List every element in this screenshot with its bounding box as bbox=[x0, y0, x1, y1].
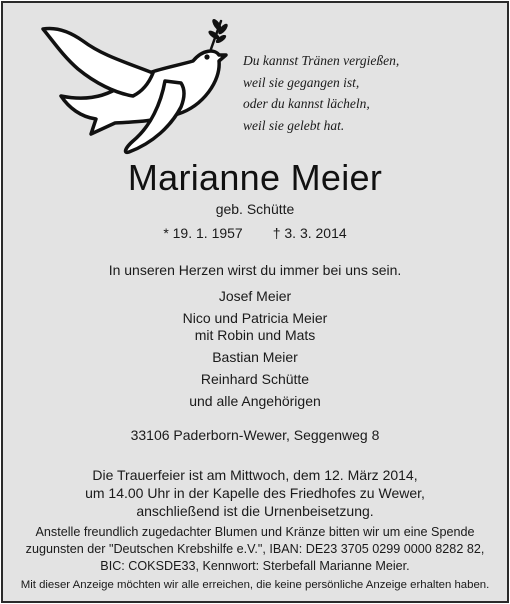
life-dates bbox=[3, 224, 507, 242]
footer-note: Mit dieser Anzeige möchten wir alle erreichen, die keine persönliche Anzeige erhalten haben. bbox=[20, 579, 490, 591]
dove-with-olive-branch-icon bbox=[33, 11, 243, 161]
mourner-line: Josef Meier bbox=[218, 288, 292, 304]
death-date: † 3. 3. 2014 bbox=[272, 225, 347, 241]
donation-line: BIC: COKSDE33, Kennwort: Sterbefall Marianne Meier. bbox=[100, 559, 410, 573]
mourner-line: Reinhard Schütte bbox=[200, 371, 310, 387]
deceased-name: Marianne Meier bbox=[127, 157, 383, 198]
mourner-line: Nico und Patricia Meier bbox=[182, 310, 328, 326]
mourner-line: Bastian Meier bbox=[212, 349, 298, 365]
poem-line: weil sie gelebt hat. bbox=[243, 117, 345, 133]
poem bbox=[243, 50, 399, 136]
birth-date: * 19. 1. 1957 bbox=[163, 225, 243, 241]
birth-name: geb. Schütte bbox=[215, 201, 295, 217]
mourner-line: mit Robin und Mats bbox=[194, 327, 316, 343]
poem-line: Du kannst Tränen vergießen, bbox=[243, 53, 400, 68]
funeral-line: Die Trauerfeier ist am Mittwoch, dem 12. März 2014, bbox=[92, 467, 418, 483]
poem-line: oder du kannst lächeln, bbox=[243, 96, 370, 111]
donation-line: Anstelle freundlich zugedachter Blumen und Kränze bitten wir um eine Spende bbox=[35, 525, 475, 539]
funeral-line: anschließend ist die Urnenbeisetzung. bbox=[136, 503, 374, 519]
obituary-notice bbox=[1, 1, 509, 603]
funeral-line: um 14.00 Uhr in der Kapelle des Friedhofes zu Wewer, bbox=[85, 485, 425, 501]
address: 33106 Paderborn-Wewer, Seggenweg 8 bbox=[130, 427, 380, 443]
mourner-line: und alle Angehörigen bbox=[189, 393, 321, 409]
memorial-message: In unseren Herzen wirst du immer bei uns sein. bbox=[108, 262, 402, 278]
donation-line: zugunsten der "Deutschen Krebshilfe e.V.", IBAN: DE23 3705 0299 0000 8282 82, bbox=[25, 542, 485, 556]
poem-line: weil sie gegangen ist, bbox=[243, 74, 360, 90]
